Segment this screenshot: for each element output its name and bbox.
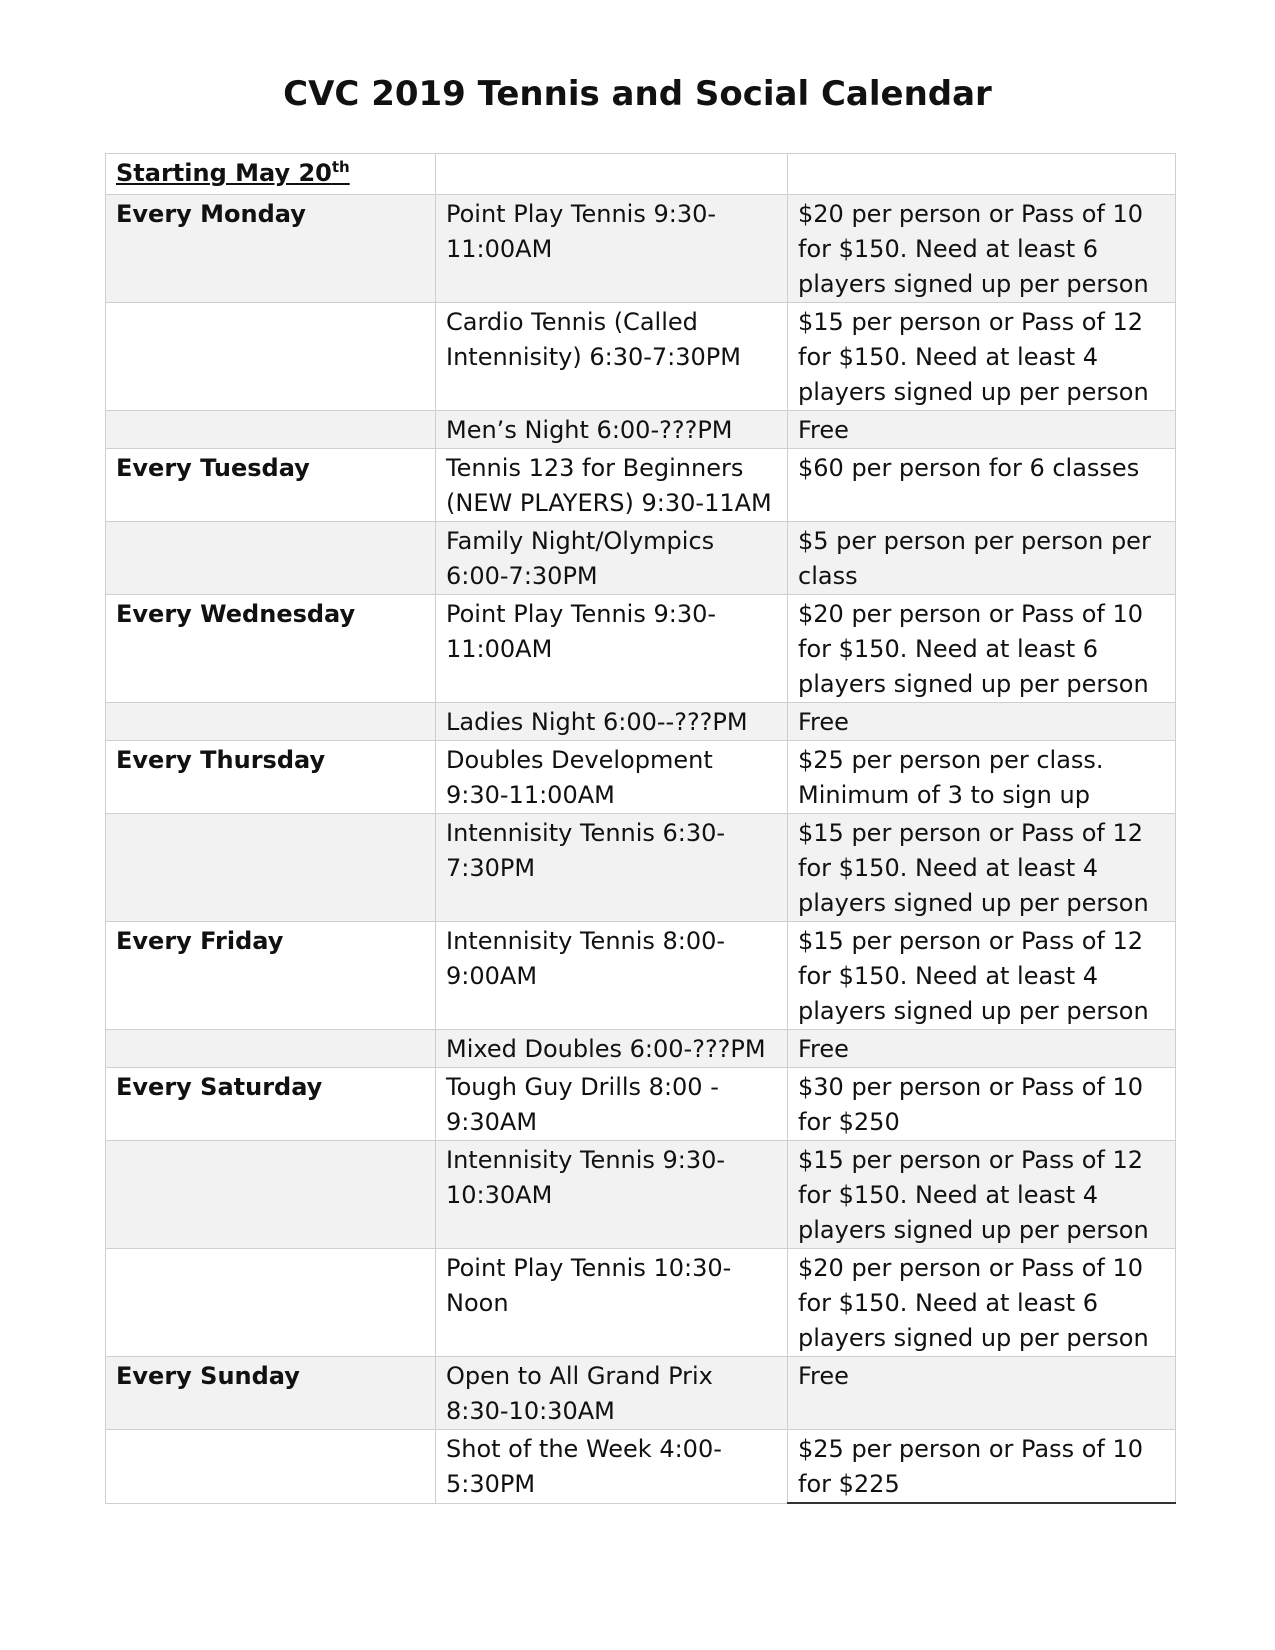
price-cell: $15 per person or Pass of 12 for $150. Need at least 4 players signed up per person bbox=[788, 922, 1176, 1030]
price-cell: Free bbox=[788, 411, 1176, 449]
day-cell bbox=[106, 1141, 436, 1249]
day-cell: Every Sunday bbox=[106, 1357, 436, 1430]
activity-cell: Shot of the Week 4:00-5:30PM bbox=[436, 1430, 788, 1504]
table-row bbox=[106, 195, 1176, 303]
table-row bbox=[106, 703, 1176, 741]
activity-cell: Intennisity Tennis 8:00-9:00AM bbox=[436, 922, 788, 1030]
day-cell: Every Saturday bbox=[106, 1068, 436, 1141]
header-empty-cell bbox=[436, 154, 788, 195]
day-cell: Every Tuesday bbox=[106, 449, 436, 522]
table-row bbox=[106, 922, 1176, 1030]
activity-cell: Family Night/Olympics 6:00-7:30PM bbox=[436, 522, 788, 595]
activity-cell: Mixed Doubles 6:00-???PM bbox=[436, 1030, 788, 1068]
table-row bbox=[106, 814, 1176, 922]
table-row bbox=[106, 303, 1176, 411]
table-row bbox=[106, 1068, 1176, 1141]
table-row bbox=[106, 1141, 1176, 1249]
activity-cell: Point Play Tennis 9:30-11:00AM bbox=[436, 595, 788, 703]
table-row bbox=[106, 411, 1176, 449]
price-cell: $20 per person or Pass of 10 for $150. Need at least 6 players signed up per person bbox=[788, 195, 1176, 303]
price-cell: $15 per person or Pass of 12 for $150. Need at least 4 players signed up per person bbox=[788, 1141, 1176, 1249]
day-cell: Every Wednesday bbox=[106, 595, 436, 703]
start-date-suffix: th bbox=[331, 158, 350, 176]
activity-cell: Point Play Tennis 10:30-Noon bbox=[436, 1249, 788, 1357]
start-date-label bbox=[116, 159, 350, 187]
day-cell bbox=[106, 522, 436, 595]
activity-cell: Intennisity Tennis 6:30-7:30PM bbox=[436, 814, 788, 922]
table-header-row bbox=[106, 154, 1176, 195]
table-row bbox=[106, 595, 1176, 703]
activity-cell: Ladies Night 6:00--???PM bbox=[436, 703, 788, 741]
day-cell bbox=[106, 703, 436, 741]
header-empty-cell bbox=[788, 154, 1176, 195]
day-cell bbox=[106, 1430, 436, 1504]
day-cell bbox=[106, 1030, 436, 1068]
activity-cell: Men’s Night 6:00-???PM bbox=[436, 411, 788, 449]
activity-cell: Open to All Grand Prix 8:30-10:30AM bbox=[436, 1357, 788, 1430]
page-title: CVC 2019 Tennis and Social Calendar bbox=[283, 74, 992, 114]
table-row bbox=[106, 1430, 1176, 1504]
table-row bbox=[106, 1249, 1176, 1357]
price-cell: $25 per person or Pass of 10 for $225 bbox=[788, 1430, 1176, 1504]
day-cell bbox=[106, 303, 436, 411]
day-cell: Every Monday bbox=[106, 195, 436, 303]
price-cell: $15 per person or Pass of 12 for $150. Need at least 4 players signed up per person bbox=[788, 814, 1176, 922]
price-cell: $20 per person or Pass of 10 for $150. Need at least 6 players signed up per person bbox=[788, 595, 1176, 703]
price-cell: Free bbox=[788, 1357, 1176, 1430]
price-cell: $25 per person per class. Minimum of 3 to sign up bbox=[788, 741, 1176, 814]
day-cell bbox=[106, 1249, 436, 1357]
day-cell bbox=[106, 411, 436, 449]
day-cell: Every Friday bbox=[106, 922, 436, 1030]
start-date-text: Starting May 20 bbox=[116, 159, 332, 187]
price-cell: $5 per person per person per class bbox=[788, 522, 1176, 595]
calendar-table bbox=[105, 153, 1176, 1504]
price-cell: $60 per person for 6 classes bbox=[788, 449, 1176, 522]
price-cell: $30 per person or Pass of 10 for $250 bbox=[788, 1068, 1176, 1141]
price-cell: Free bbox=[788, 703, 1176, 741]
table-row bbox=[106, 1030, 1176, 1068]
price-cell: $20 per person or Pass of 10 for $150. Need at least 6 players signed up per person bbox=[788, 1249, 1176, 1357]
activity-cell: Cardio Tennis (Called Intennisity) 6:30-7:30PM bbox=[436, 303, 788, 411]
table-row bbox=[106, 449, 1176, 522]
calendar-table-body bbox=[106, 154, 1176, 1504]
activity-cell: Intennisity Tennis 9:30-10:30AM bbox=[436, 1141, 788, 1249]
activity-cell: Point Play Tennis 9:30-11:00AM bbox=[436, 195, 788, 303]
day-cell bbox=[106, 814, 436, 922]
table-row bbox=[106, 1357, 1176, 1430]
price-cell: Free bbox=[788, 1030, 1176, 1068]
table-row bbox=[106, 741, 1176, 814]
table-row bbox=[106, 522, 1176, 595]
activity-cell: Tennis 123 for Beginners (NEW PLAYERS) 9:30-11AM bbox=[436, 449, 788, 522]
price-cell: $15 per person or Pass of 12 for $150. Need at least 4 players signed up per person bbox=[788, 303, 1176, 411]
activity-cell: Tough Guy Drills 8:00 - 9:30AM bbox=[436, 1068, 788, 1141]
day-cell: Every Thursday bbox=[106, 741, 436, 814]
start-date-cell bbox=[106, 154, 436, 195]
activity-cell: Doubles Development 9:30-11:00AM bbox=[436, 741, 788, 814]
